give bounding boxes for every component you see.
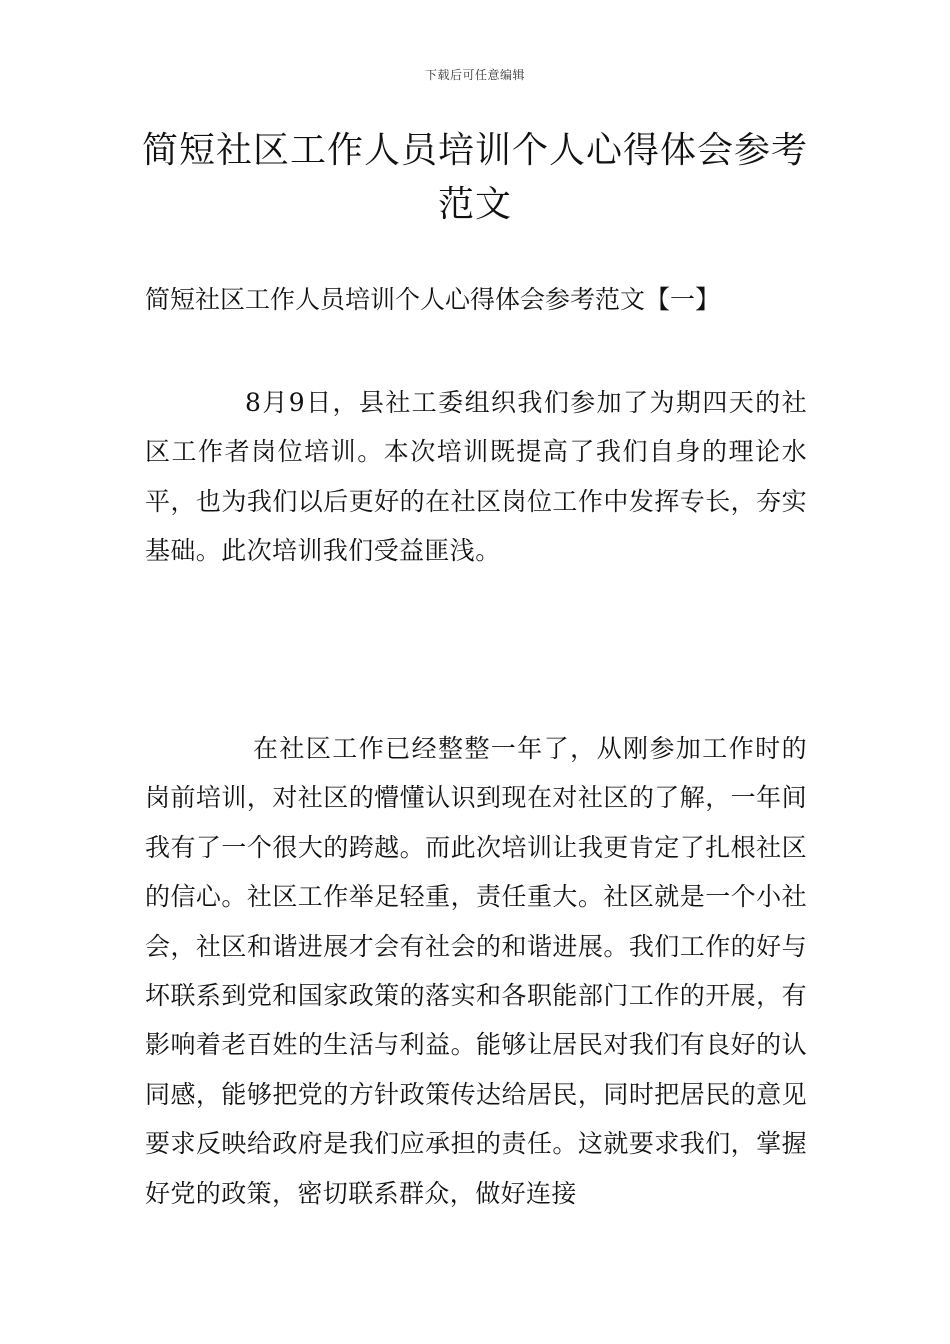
paragraph: 8月9日，县社工委组织我们参加了为期四天的社区工作者岗位培训。本次培训既提高了我们自身的理论水平，也为我们以后更好的在社区岗位工作中发挥专长，夯实基础。此次培训我们受益匪浅。 bbox=[145, 388, 807, 566]
header-note: 下载后可任意编辑 bbox=[424, 68, 525, 82]
document-title: 简短社区工作人员培训个人心得体会参考范文 bbox=[141, 130, 808, 225]
paragraph: 在社区工作已经整整一年了，从刚参加工作时的岗前培训，对社区的懵懂认识到现在对社区的了解，一年间我有了一个很大的跨越。而此次培训让我更肯定了扎根社区的信心。社区工作举足轻重，责任重大。社区就是一个小社会，社区和谐进展才会有社会的和谐进展。我们工作的好与坏联系到党和国家政策的落实和各职能部门工作的开展，有影响着老百姓的生活与利益。能够让居民对我们有良好的认同感，能够把党的方针政策传达给居民，同时把居民的意见要求反映给政府是我们应承担的责任。这就要求我们，掌握好党的政策，密切联系群众，做好连接 bbox=[145, 734, 807, 1208]
section-heading: 简短社区工作人员培训个人心得体会参考范文【一】 bbox=[145, 285, 721, 314]
